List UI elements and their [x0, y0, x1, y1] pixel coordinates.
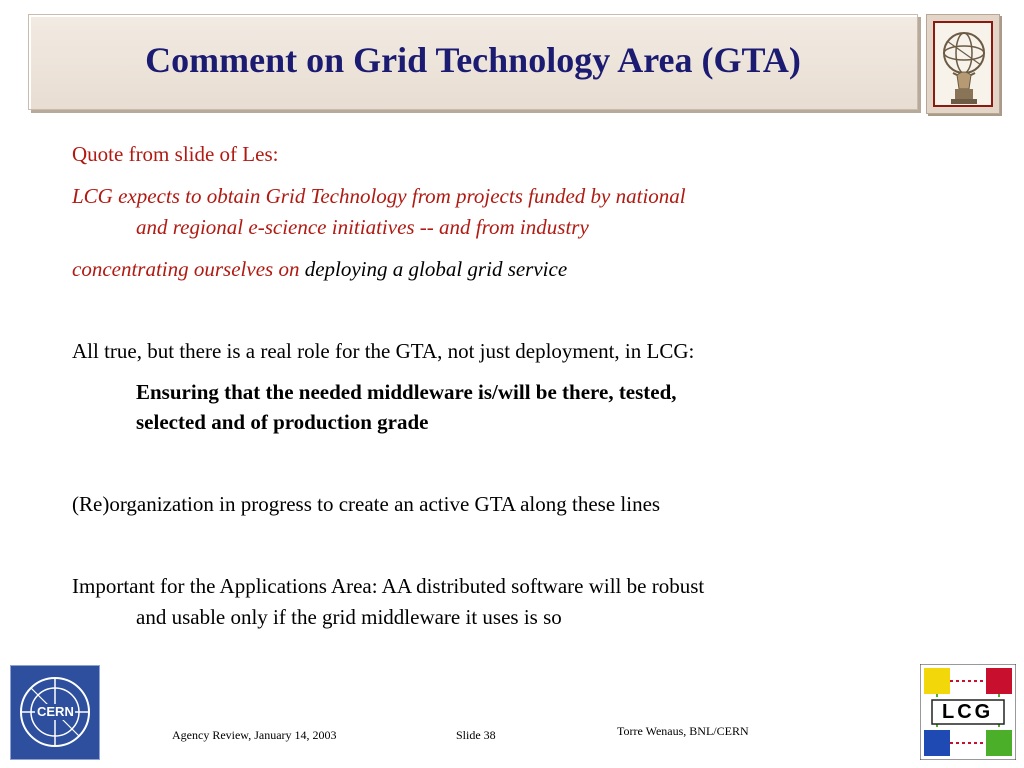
- slide-title: Comment on Grid Technology Area (GTA): [145, 40, 801, 80]
- concentrating-line: [72, 257, 567, 282]
- atlas-figure-icon: [935, 23, 993, 107]
- quote-line-1: LCG expects to obtain Grid Technology from projects funded by national: [72, 184, 686, 208]
- lcg-logo-text: LCG: [942, 701, 994, 723]
- quote-intro: Quote from slide of Les:: [72, 142, 279, 166]
- ensuring-line-1: Ensuring that the needed middleware is/will be there, tested,: [136, 380, 677, 404]
- reorg-line: (Re)organization in progress to create an active GTA along these lines: [72, 492, 661, 516]
- footer-event: Agency Review, January 14, 2003: [172, 728, 337, 742]
- concentrating-prefix: concentrating ourselves on: [72, 257, 300, 281]
- cern-logo: [10, 665, 100, 760]
- quote-line-2: and regional e-science initiatives -- and from industry: [136, 215, 589, 239]
- cern-logo-text: CERN: [37, 704, 74, 719]
- concentrating-suffix: global grid service: [408, 257, 568, 281]
- footer-author: Torre Wenaus, BNL/CERN: [617, 724, 749, 738]
- footer-slide-number: Slide 38: [456, 728, 496, 742]
- important-line-2: and usable only if the grid middleware it uses is so: [136, 605, 562, 629]
- lcg-logo: [920, 664, 1016, 760]
- role-line: All true, but there is a real role for the GTA, not just deployment, in LCG:: [72, 339, 695, 363]
- important-line-1: Important for the Applications Area: AA distributed software will be robust: [72, 574, 705, 598]
- atlas-logo: [926, 14, 1000, 114]
- ensuring-line-2: selected and of production grade: [136, 410, 429, 434]
- concentrating-mid: deploying a: [304, 257, 404, 281]
